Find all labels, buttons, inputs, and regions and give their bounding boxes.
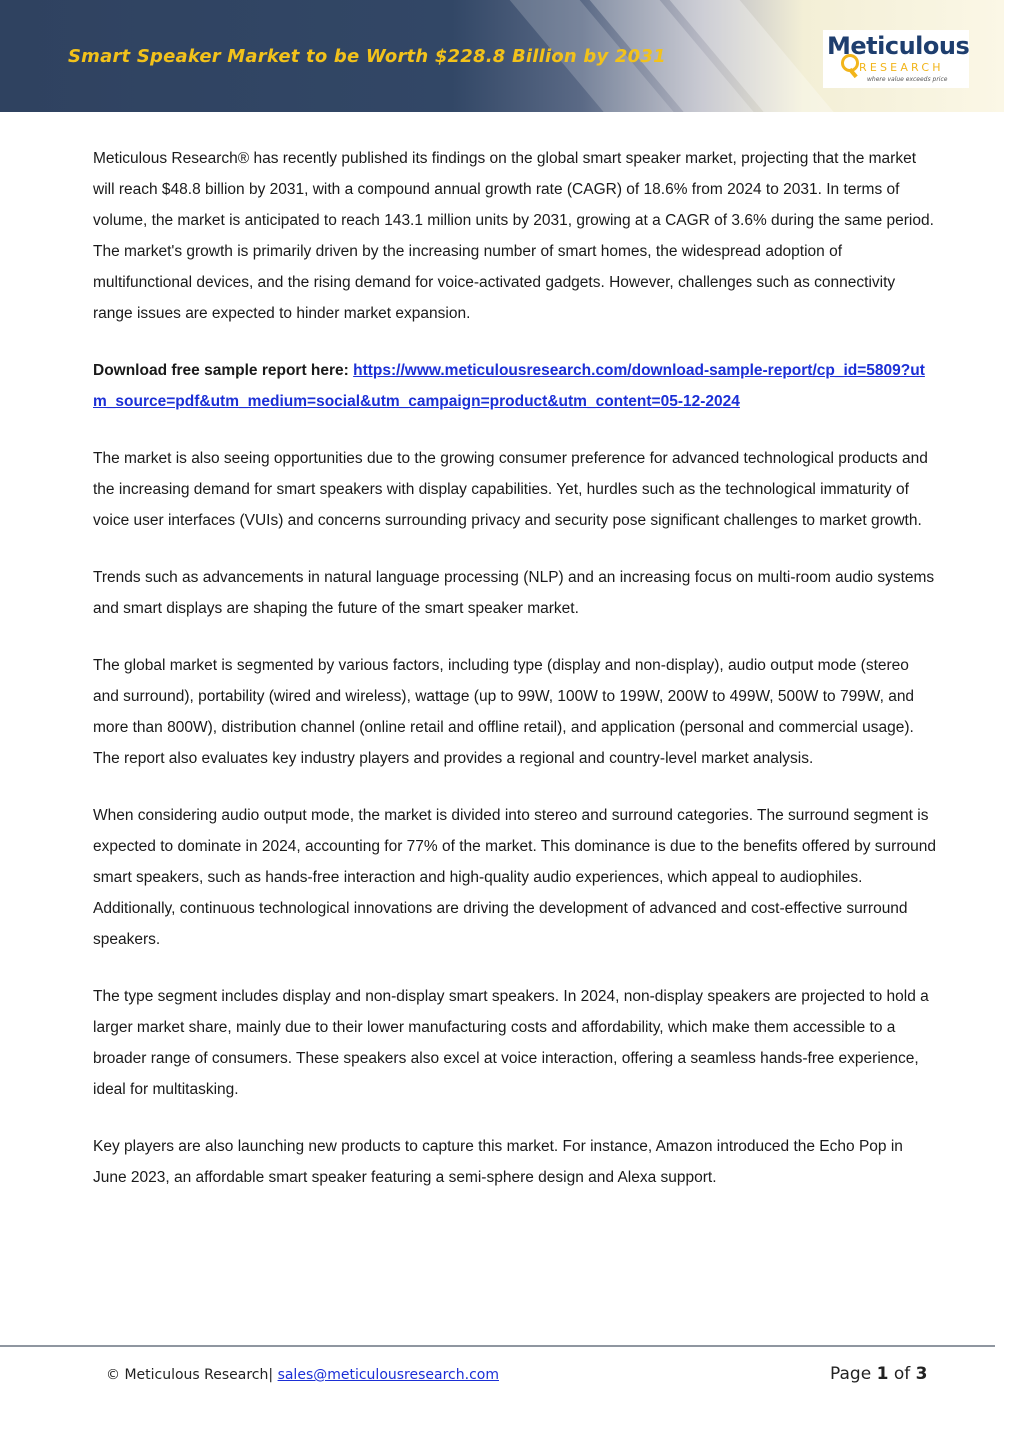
paragraph-opportunities: The market is also seeing opportunities due to the growing consumer preference for advanced technological products and the increasing demand for smart speakers with display capabilities. Yet, hurdles such as the technological immaturity of voice user interfaces (VUIs) and concerns surrounding privacy and security pose significant challenges to market growth. [93, 450, 928, 529]
paragraph-key-players: Key players are also launching new products to capture this market. For instance, Amazon introduced the Echo Pop in June 2023, an affordable smart speaker featuring a semi-sphere design and Alexa support. [93, 1138, 903, 1186]
logo-sub: RESEARCH [859, 61, 944, 74]
paragraph-audio-output: When considering audio output mode, the market is divided into stereo and surround categories. The surround segment is expected to dominate in 2024, accounting for 77% of the market. This dominance is due to the benefits offered by surround smart speakers, such as hands-free interaction and high-quality audio experiences, which appeal to audiophiles. Additionally, continuous technological innovations are driving the development of advanced and cost-effective surround speakers. [93, 807, 936, 948]
meticulous-logo [823, 30, 969, 88]
footer-divider [0, 1345, 995, 1347]
sales-email-link[interactable]: sales@meticulousresearch.com [277, 1367, 499, 1383]
page-of: of [893, 1364, 911, 1384]
paragraph-trends: Trends such as advancements in natural language processing (NLP) and an increasing focus on multi-room audio systems and smart displays are shaping the future of the smart speaker market. [93, 569, 935, 617]
paragraph-segmentation: The global market is segmented by various factors, including type (display and non-display), audio output mode (stereo and surround), portability (wired and wireless), wattage (up to 99W, 100W to 199W, 200W to 499W, 500W to 799W, and more than 800W), distribution channel (online retail and offline retail), and application (personal and commercial usage). The report also evaluates key industry players and provides a regional and country-level market analysis. [93, 657, 915, 767]
page-word: Page [830, 1364, 872, 1384]
logo-name: Meticulous [827, 32, 970, 60]
logo-tagline: where value exceeds price [867, 76, 948, 83]
document-body [93, 143, 938, 1219]
download-paragraph [93, 355, 938, 417]
header-banner [0, 0, 1004, 112]
copyright-text: © Meticulous Research| [106, 1367, 274, 1383]
page-total: 3 [915, 1364, 928, 1384]
download-sample-link[interactable]: https://www.meticulousresearch.com/download-sample-report/cp_id=5809?utm_source=pdf&utm_medium=social&utm_campaign=product&utm_content=05-12-2024 [93, 362, 925, 410]
page-number [830, 1364, 927, 1384]
page-title: Smart Speaker Market to be Worth $228.8 Billion by 2031 [68, 46, 666, 67]
download-label: Download free sample report here: [93, 362, 349, 379]
page-current: 1 [876, 1364, 889, 1384]
footer-copyright [106, 1367, 499, 1383]
paragraph-intro: Meticulous Research® has recently published its findings on the global smart speaker market, projecting that the market will reach $48.8 billion by 2031, with a compound annual growth rate (CAGR) of 18.6% from 2024 to 2031. In terms of volume, the market is anticipated to reach 143.1 million units by 2031, growing at a CAGR of 3.6% during the same period. The market's growth is primarily driven by the increasing number of smart homes, the widespread adoption of multifunctional devices, and the rising demand for voice-activated gadgets. However, challenges such as connectivity range issues are expected to hinder market expansion. [93, 150, 934, 322]
paragraph-type-segment: The type segment includes display and non-display smart speakers. In 2024, non-display speakers are projected to hold a larger market share, mainly due to their lower manufacturing costs and affordability, which make them accessible to a broader range of consumers. These speakers also excel at voice interaction, offering a seamless hands-free experience, ideal for multitasking. [93, 988, 929, 1098]
